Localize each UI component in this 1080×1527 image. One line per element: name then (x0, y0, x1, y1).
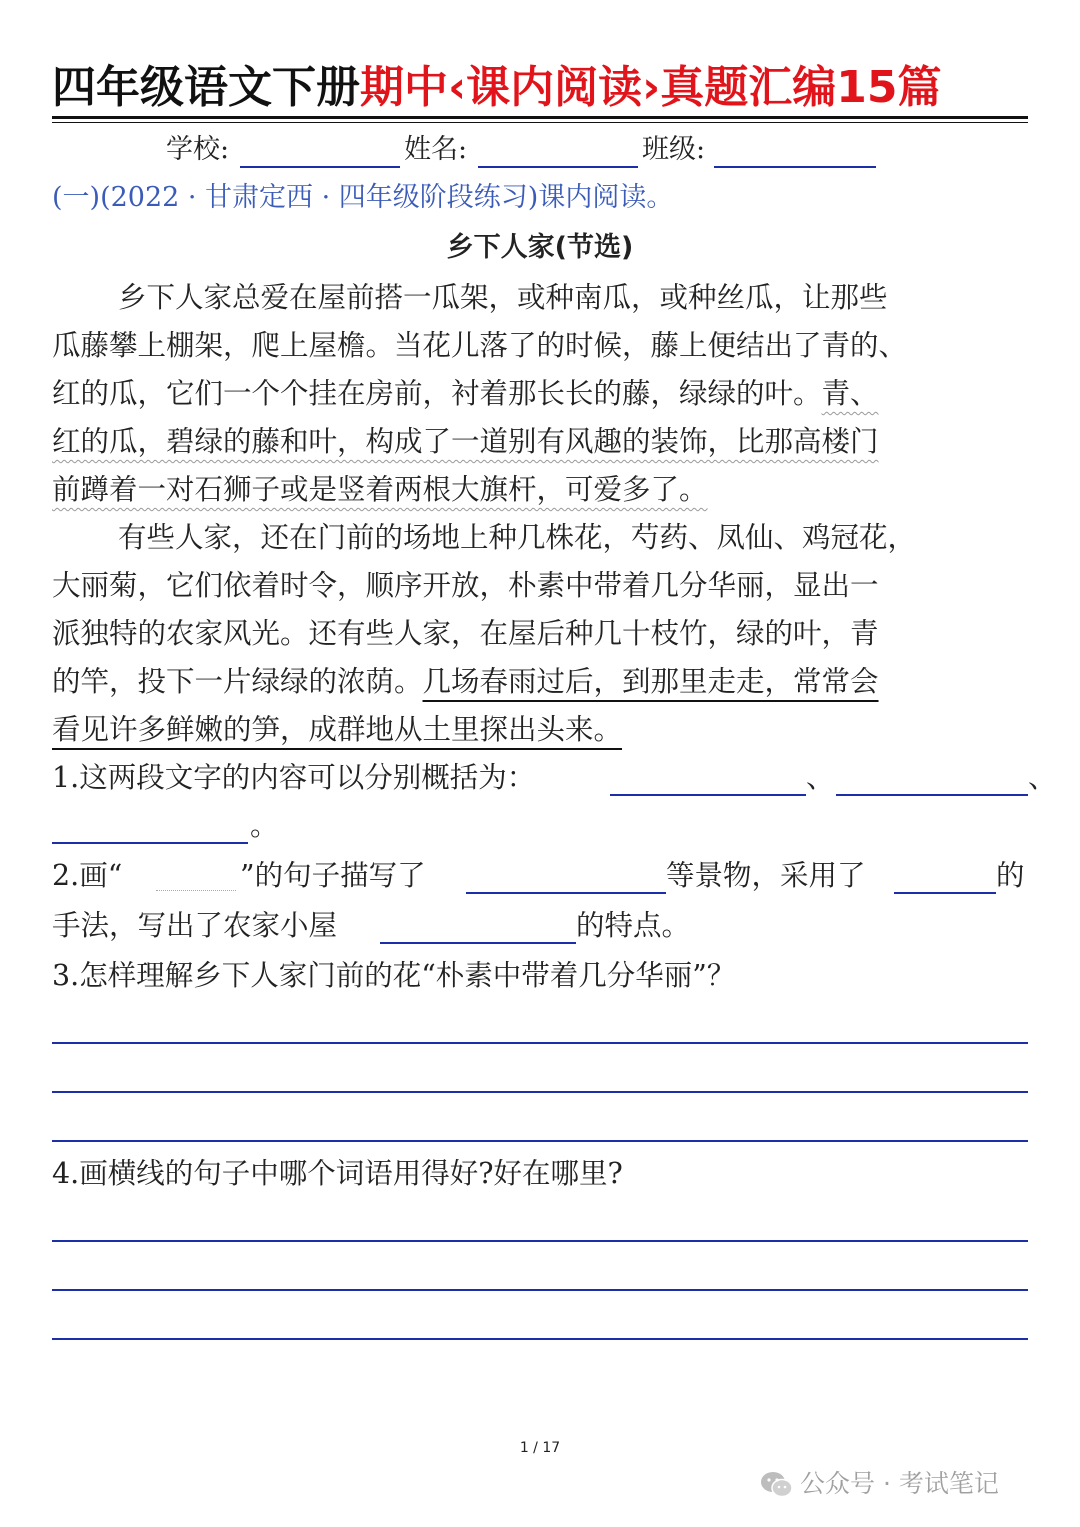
q3-answer-line-1[interactable] (52, 1042, 1028, 1044)
para1-line4: 红的瓜，碧绿的藤和叶，构成了一道别有风趣的装饰，比那高楼门 (52, 425, 879, 458)
question-4: 4.画横线的句子中哪个词语用得好?好在哪里? (52, 1157, 623, 1190)
question-2-part2: ”的句子描写了 (240, 859, 426, 892)
para1-line2: 瓜藤攀上棚架，爬上屋檐。当花儿落了的时候，藤上便结出了青的、 (52, 329, 908, 362)
para2-line5: 看见许多鲜嫩的笋，成群地从土里探出头来。 (52, 713, 623, 746)
name-field[interactable] (478, 166, 638, 168)
title-main: 四年级语文下册 (52, 62, 360, 113)
document-title (52, 58, 1032, 118)
question-2-part6: 的特点。 (576, 909, 691, 942)
q4-answer-line-2[interactable] (52, 1289, 1028, 1291)
para1-line1: 乡下人家总爱在屋前搭一瓜架，或种南瓜，或种丝瓜，让那些 (118, 281, 888, 314)
title-rule-thick (52, 116, 1028, 119)
q1-blank-2[interactable] (836, 794, 1028, 796)
title-highlight: 期中‹课内阅读›真题汇编15篇 (360, 62, 942, 113)
section-header: (一)(2022 · 甘肃定西 · 四年级阶段练习)课内阅读。 (52, 182, 674, 213)
q4-answer-line-3[interactable] (52, 1338, 1028, 1340)
q2-blank-technique[interactable] (894, 892, 996, 894)
q4-answer-line-1[interactable] (52, 1240, 1028, 1242)
question-3: 3.怎样理解乡下人家门前的花“朴素中带着几分华丽”？ (52, 959, 736, 992)
question-2-part1: 2.画“ (52, 859, 123, 892)
watermark (760, 1462, 999, 1506)
wechat-icon (760, 1470, 794, 1500)
class-label: 班级: (642, 134, 706, 165)
name-label: 姓名: (404, 134, 468, 165)
q2-blank-feature[interactable] (380, 942, 576, 944)
para1-line3 (52, 374, 879, 414)
para2-line2: 大丽菊，它们依着时令，顺序开放，朴素中带着几分华丽，显出一 (52, 569, 879, 602)
school-field[interactable] (240, 166, 400, 168)
para2-line1: 有些人家，还在门前的场地上种几株花，芍药、凤仙、鸡冠花， (118, 521, 917, 554)
question-2-part3: 等景物，采用了 (666, 859, 866, 892)
passage-title: 乡下人家(节选) (446, 232, 634, 263)
q3-answer-line-2[interactable] (52, 1091, 1028, 1093)
para1-line3-text: 红的瓜，它们一个个挂在房前，衬着那长长的藤，绿绿的叶。 (52, 377, 822, 410)
q2-blank-scenery[interactable] (466, 892, 666, 894)
q1-separator-2: 、 (1028, 761, 1057, 794)
title-rule-thin (52, 122, 1028, 123)
q1-blank-3[interactable] (52, 842, 248, 844)
q3-answer-line-3[interactable] (52, 1140, 1028, 1142)
question-2-part5: 手法，写出了农家小屋 (52, 909, 338, 942)
wavy-sentence-start: 青、 (821, 377, 879, 410)
q1-separator-1: 、 (806, 761, 835, 794)
question-2-part4: 的 (996, 859, 1025, 892)
watermark-text: 公众号 · 考试笔记 (800, 1469, 999, 1498)
q2-wavy-marker (156, 890, 236, 891)
underlined-sentence-start: 几场春雨过后，到那里走走，常常会 (422, 665, 879, 698)
para1-line5: 前蹲着一对石狮子或是竖着两根大旗杆，可爱多了。 (52, 473, 708, 506)
q1-end: 。 (250, 809, 279, 842)
class-field[interactable] (714, 166, 876, 168)
school-label: 学校: (166, 134, 230, 165)
para2-line3: 派独特的农家风光。还有些人家，在屋后种几十枝竹，绿的叶，青 (52, 617, 879, 650)
page-number: 1 / 17 (519, 1440, 561, 1456)
para2-line4 (52, 662, 879, 702)
para2-line4-text: 的竿，投下一片绿绿的浓荫。 (52, 665, 423, 698)
q1-blank-1[interactable] (610, 794, 806, 796)
question-1: 1.这两段文字的内容可以分别概括为： (52, 761, 536, 794)
